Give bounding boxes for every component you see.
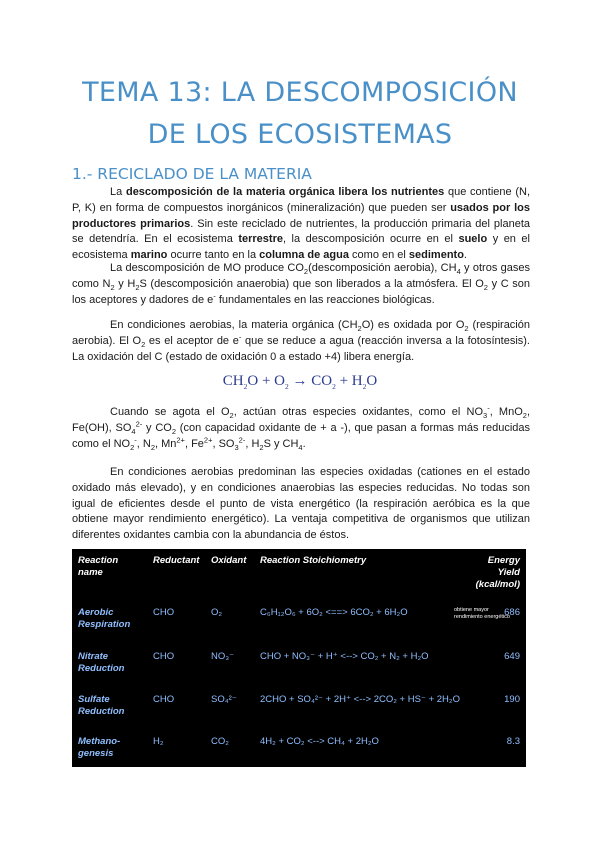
- page-title: [40, 72, 560, 156]
- eq-part-b: O + O: [247, 373, 285, 389]
- p5-text: En condiciones aerobias predominan las especies oxidadas (cationes en el estado oxidado más elevado), y en condiciones anaerobias las especies reducidas. No todas son igual de eficientes desde el punto de vista energético (la respiración aeróbica es la que obtiene mayor rendimiento energético). La ventaja competitiva de organismos que utilizan diferentes oxidantes cambia con la abundancia de éstos.: [72, 466, 530, 542]
- title-line-2: DE LOS ECOSISTEMAS: [147, 119, 453, 150]
- reaction-table: [72, 549, 526, 767]
- p4-sub-7: 2: [150, 442, 155, 452]
- p2-text-6: y C son los aceptores y dadores de e: [72, 277, 530, 306]
- p4-sub-10: 3: [234, 442, 239, 452]
- p4-text-4: , Fe(OH), SO: [72, 406, 530, 434]
- row-methanogenesis-oxidant: CO₂: [211, 736, 229, 747]
- p4-sup-6: -: [134, 434, 137, 444]
- eq-part-c: CO: [311, 373, 333, 389]
- note-line-2: rendimiento energético: [454, 614, 510, 620]
- p2-text-2: (descomposición aerobia), CH: [308, 262, 457, 274]
- p4-sub-12: 4: [298, 442, 303, 452]
- p1-bold-4: suelo: [458, 233, 488, 246]
- p4-text-8: , Mn: [154, 437, 177, 450]
- p4-text-7: , N: [136, 437, 151, 450]
- p4-text-10: , SO: [212, 437, 235, 450]
- p4-text-13: .: [302, 437, 306, 450]
- p2-sub-1: 2: [303, 267, 309, 277]
- row-2-name-line-2: Reduction: [78, 663, 125, 674]
- p4-sub-5: 2: [171, 426, 176, 436]
- row-methanogenesis-energy: 8.3: [506, 736, 520, 747]
- row-nitrate-reductant: CHO: [153, 651, 175, 662]
- respiration-equation: [0, 373, 600, 390]
- header-name-line-1: Reaction: [78, 555, 119, 566]
- row-aerobic-note: [454, 607, 510, 621]
- p1-bold-3: terrestre: [238, 233, 283, 246]
- p1-bold-7: sedimento: [408, 249, 464, 262]
- row-aerobic-name: [78, 607, 130, 631]
- p2-text-7: fundamentales en las reacciones biológicas.: [215, 293, 435, 306]
- note-line-1: obtiene mayor: [454, 607, 489, 613]
- eq-sub-a: 2: [243, 382, 248, 391]
- header-stoichiometry: Reaction Stoichiometry: [260, 555, 367, 566]
- p2-text-1: La descomposición de MO produce CO: [110, 262, 304, 274]
- p2-text-3: y otros gases como N: [72, 262, 530, 290]
- eq-arrow: →: [288, 373, 312, 389]
- p3-text-1: En condiciones aerobias, la materia orgánica (CH: [110, 319, 358, 331]
- row-4-name-line-1: Methano-: [78, 736, 121, 747]
- p4-sub-1: 2: [229, 411, 234, 421]
- header-energy-line-2: Yield: [497, 567, 520, 578]
- p4-sub-11: 2: [259, 442, 264, 452]
- row-aerobic-energy: 686: [504, 607, 520, 618]
- p1-bold-1: descomposición de la materia orgánica libera los nutrientes: [125, 186, 445, 198]
- p3-text-4: es el aceptor de e: [145, 334, 239, 347]
- row-methanogenesis-reductant: H₂: [153, 736, 164, 747]
- row-sulfate-name: [78, 694, 124, 718]
- p4-text-3: , MnO: [489, 406, 523, 418]
- header-energy-yield: [450, 555, 520, 591]
- p4-sup-4: 2-: [135, 419, 143, 429]
- p2-text-5: S (descomposición anaerobia) que son liberados a la atmósfera. El O: [139, 277, 484, 290]
- paragraph-aerobias: [72, 318, 530, 365]
- row-aerobic-reductant: CHO: [153, 607, 175, 618]
- row-nitrate-name: [78, 651, 124, 675]
- p4-sup-8: 2+: [176, 434, 185, 444]
- header-reductant: Reductant: [153, 555, 200, 566]
- p1-text-3: . Sin este reciclado de nutrientes, la producción primaria del planeta se detendría. En el ecosistema: [72, 217, 531, 246]
- row-sulfate-energy: 190: [504, 694, 520, 705]
- eq-part-a: CH: [222, 373, 244, 389]
- paragraph-condiciones: [72, 465, 530, 544]
- p1-text-2: que contiene (N, P, K) en forma de compuestos inorgánicos (mineralización) que pueden ser: [72, 186, 531, 214]
- row-methanogenesis-name: [78, 736, 120, 760]
- p1-text-5: y en el ecosistema: [72, 233, 530, 262]
- row-4-name-line-2: genesis: [78, 748, 114, 759]
- p3-sup-1: -: [238, 332, 242, 342]
- header-energy-line-1: Energy: [487, 555, 520, 566]
- p3-text-5: que se reduce a agua (reacción inversa a la fotosíntesis). La oxidación del C (estado de oxidación 0 a estado +4) libera energía.: [72, 334, 530, 363]
- header-name-line-2: name: [78, 567, 103, 578]
- p4-sup-9: 2+: [203, 434, 213, 444]
- p1-text-8: .: [463, 249, 467, 262]
- p2-sub-2: 4: [456, 267, 461, 277]
- eq-sub-c: 2: [332, 382, 336, 391]
- p2-sup-1: -: [213, 290, 216, 300]
- row-1-name-line-1: Aerobic: [78, 607, 114, 618]
- row-nitrate-stoichiometry: CHO + NO₃⁻ + H⁺ <--> CO₂ + N₂ + H₂O: [260, 651, 429, 662]
- p4-text-6: (con capacidad oxidante de + a -), que pasan a formas más reducidas como el NO: [72, 421, 531, 450]
- p4-sub-4: 4: [131, 426, 136, 436]
- row-sulfate-stoichiometry: 2CHO + SO₄²⁻ + 2H⁺ <--> 2CO₂ + HS⁻ + 2H₂O: [260, 694, 460, 705]
- eq-part-d: + H: [335, 373, 363, 389]
- p3-sub-3: 2: [141, 339, 146, 349]
- p4-text-12: S y CH: [263, 437, 299, 450]
- p4-sub-2: 3: [483, 411, 488, 421]
- section-heading: 1.- RECICLADO DE LA MATERIA: [72, 165, 312, 183]
- p3-text-3: (respiración aerobia). El O: [72, 319, 530, 347]
- row-aerobic-oxidant: O₂: [211, 607, 223, 618]
- p4-text-1: Cuando se agota el O: [110, 406, 230, 418]
- p4-text-2: , actúan otras especies oxidantes, como el NO: [233, 406, 484, 418]
- p1-text-1: La: [110, 186, 126, 198]
- row-methanogenesis-stoichiometry: 4H₂ + CO₂ <--> CH₄ + 2H₂O: [260, 736, 379, 747]
- p4-text-5: y CO: [142, 421, 172, 434]
- p2-sub-5: 2: [483, 282, 488, 292]
- p3-text-2: O) es oxidada por O: [361, 319, 465, 331]
- row-aerobic-stoichiometry: C₆H₁₂O₆ + 6O₂ <==> 6CO₂ + 6H₂O: [260, 607, 408, 618]
- p4-sub-6: 2: [130, 442, 135, 452]
- p3-sub-1: 2: [357, 324, 362, 334]
- row-1-name-line-2: Respiration: [78, 619, 131, 630]
- row-sulfate-reductant: CHO: [153, 694, 175, 705]
- header-energy-line-3: (kcal/mol): [475, 579, 520, 590]
- paragraph-oxidantes: [72, 405, 530, 452]
- p4-sup-10: 2-: [238, 434, 246, 444]
- paragraph-gases: [72, 261, 530, 308]
- p1-bold-6: columna de agua: [259, 249, 349, 262]
- header-reaction-name: [78, 555, 148, 579]
- p2-text-4: y H: [114, 277, 136, 290]
- p4-text-11: , H: [245, 437, 260, 450]
- p1-text-6: ocurre tanto en la: [167, 249, 260, 262]
- row-nitrate-oxidant: NO₃⁻: [211, 651, 235, 662]
- title-line-1: TEMA 13: LA DESCOMPOSICIÓN: [82, 77, 518, 108]
- p1-bold-5: marino: [130, 249, 168, 262]
- p1-text-4: , la descomposición ocurre en el: [282, 233, 459, 246]
- p1-text-7: como en el: [348, 249, 409, 262]
- eq-part-e: O: [366, 373, 378, 389]
- row-nitrate-energy: 649: [504, 651, 520, 662]
- header-oxidant: Oxidant: [211, 555, 247, 566]
- p1-bold-2: usados por los productores primarios: [72, 201, 530, 230]
- p4-sup-2: -: [487, 403, 490, 413]
- row-3-name-line-1: Sulfate: [78, 694, 110, 705]
- row-sulfate-oxidant: SO₄²⁻: [211, 694, 237, 705]
- p2-sub-3: 2: [110, 282, 115, 292]
- paragraph-descomposicion: [72, 185, 530, 264]
- p4-text-9: , Fe: [184, 437, 204, 450]
- eq-sub-b: 2: [284, 382, 289, 391]
- p4-sub-3: 2: [522, 411, 527, 421]
- row-3-name-line-2: Reduction: [78, 706, 125, 717]
- p2-sub-4: 2: [135, 282, 140, 292]
- eq-sub-d: 2: [362, 382, 367, 391]
- row-2-name-line-1: Nitrate: [78, 651, 109, 662]
- p3-sub-2: 2: [464, 324, 469, 334]
